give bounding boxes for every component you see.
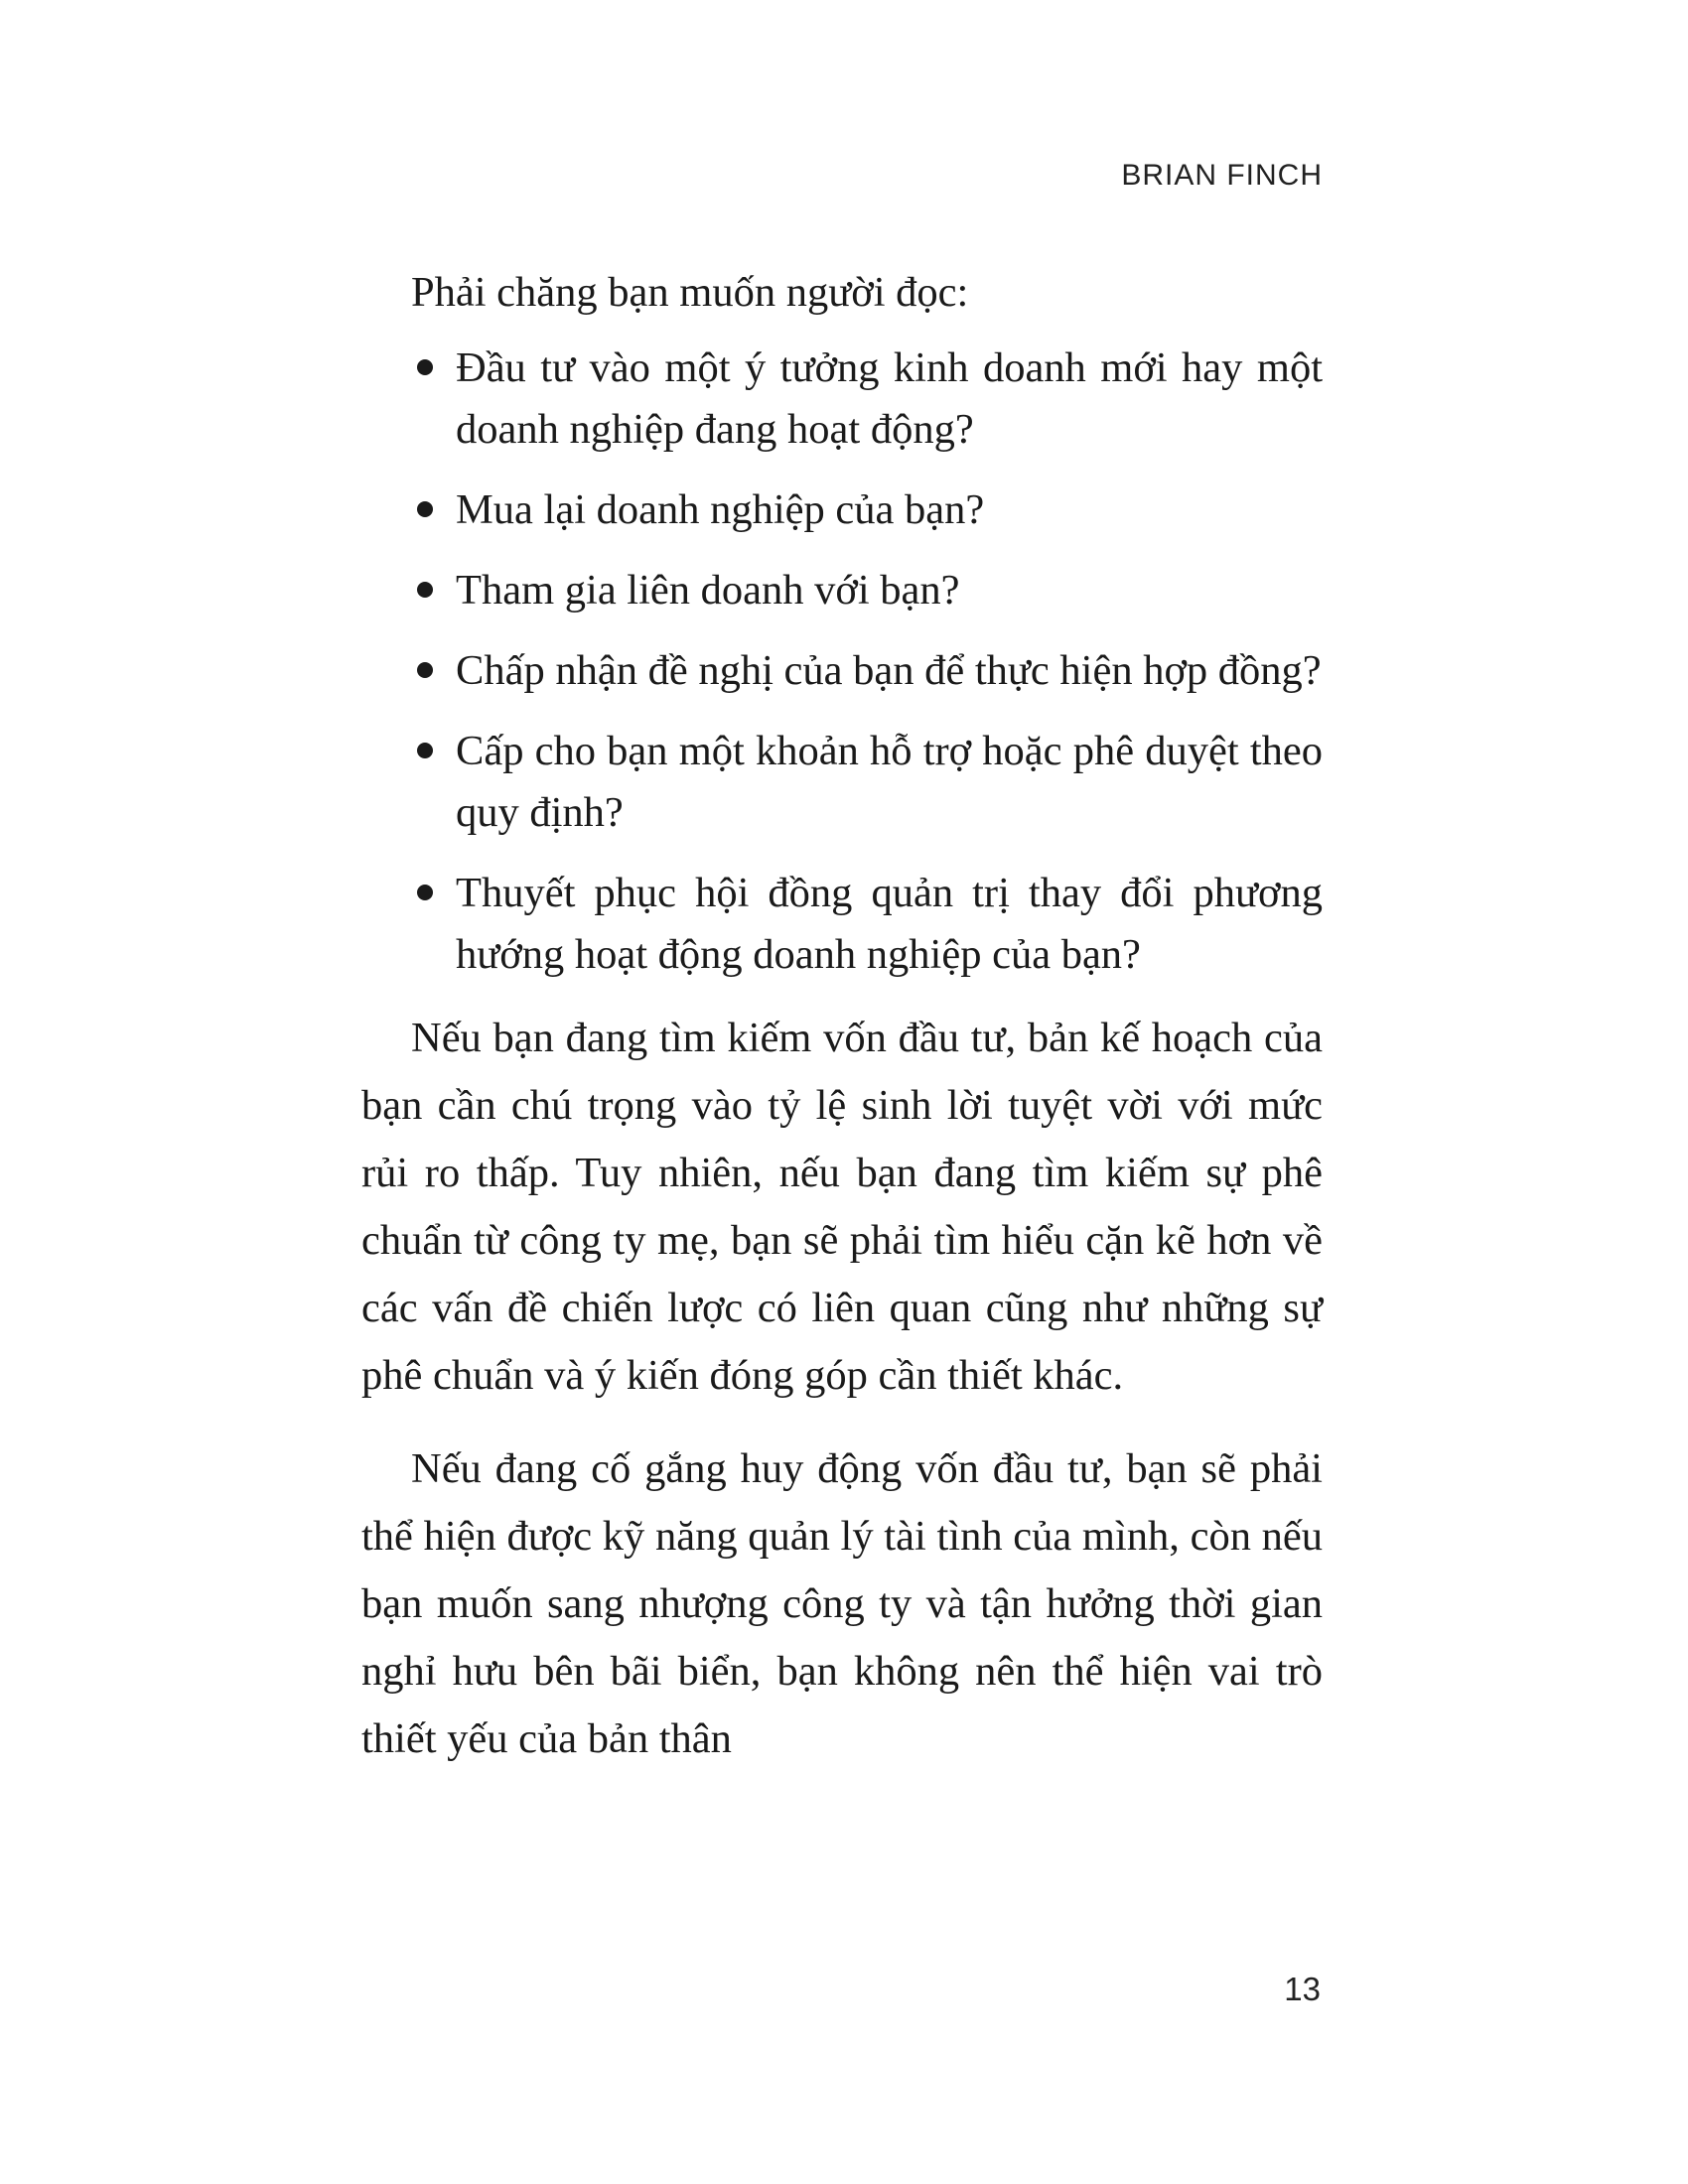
page-body <box>361 258 1323 1773</box>
bullet-icon <box>417 885 433 900</box>
bullet-text: Tham gia liên doanh với bạn? <box>456 567 960 614</box>
bullet-item <box>361 721 1323 844</box>
bullet-text: Thuyết phục hội đồng quản trị thay đổi phương hướng hoạt động doanh nghiệp của bạn? <box>456 870 1323 978</box>
bullet-icon <box>417 743 433 758</box>
running-header: BRIAN FINCH <box>1121 159 1323 192</box>
bullet-item <box>361 338 1323 461</box>
body-paragraph: Nếu bạn đang tìm kiếm vốn đầu tư, bản kế hoạch của bạn cần chú trọng vào tỷ lệ sinh lời tuyệt vời với mức rủi ro thấp. Tuy nhiên, nếu bạn đang tìm kiếm sự phê chuẩn từ công ty mẹ, bạn sẽ phải tìm hiểu cặn kẽ hơn về các vấn đề chiến lược có liên quan cũng như những sự phê chuẩn và ý kiến đóng góp cần thiết khác. <box>361 1015 1323 1399</box>
intro-line: Phải chăng bạn muốn người đọc: <box>411 269 969 316</box>
bullet-text: Cấp cho bạn một khoản hỗ trợ hoặc phê duyệt theo quy định? <box>456 728 1323 836</box>
bullet-list <box>361 338 1323 986</box>
body-paragraph: Nếu đang cố gắng huy động vốn đầu tư, bạn sẽ phải thể hiện được kỹ năng quản lý tài tình của mình, còn nếu bạn muốn sang nhượng công ty và tận hưởng thời gian nghỉ hưu bên bãi biển, bạn không nên thể hiện vai trò thiết yếu của bản thân <box>361 1445 1323 1762</box>
bullet-text: Đầu tư vào một ý tưởng kinh doanh mới hay một doanh nghiệp đang hoạt động? <box>456 344 1323 453</box>
bullet-text: Mua lại doanh nghiệp của bạn? <box>456 486 985 533</box>
bullet-item <box>361 640 1323 702</box>
bullet-text: Chấp nhận đề nghị của bạn để thực hiện hợp đồng? <box>456 647 1322 694</box>
bullet-item <box>361 863 1323 986</box>
bullet-item <box>361 560 1323 621</box>
bullet-icon <box>417 359 433 375</box>
bullet-icon <box>417 662 433 678</box>
bullet-item <box>361 479 1323 541</box>
bullet-icon <box>417 582 433 598</box>
page-number: 13 <box>1284 1971 1321 2007</box>
bullet-icon <box>417 501 433 517</box>
